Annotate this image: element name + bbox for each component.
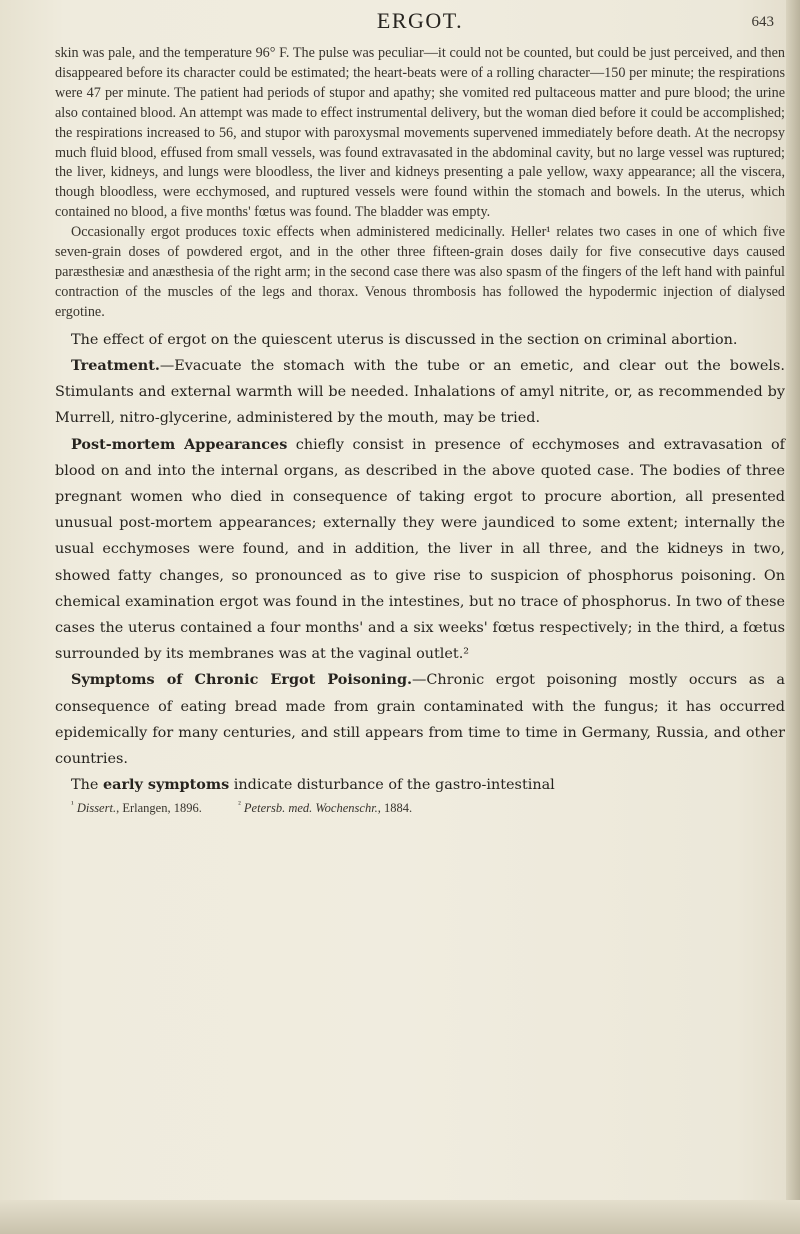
chronic-text: —Chronic ergot poisoning mostly occurs as a consequence of eating bread made from grain contaminated with the fungus; it has occurred epidemically for many centuries, and still appears from time to time in Germany, Russia, and other countries. (55, 672, 785, 767)
treatment-text: —Evacuate the stomach with the tube or an emetic, and clear out the bowels. Stimulants and external warmth will be needed. Inhalations of amyl nitrite, or, as recommended by Murrell, nitro-glycerine, administered by the mouth, may be tried. (55, 357, 785, 427)
page-number: 643 (751, 14, 774, 30)
footnote-source: Petersb. med. Wochenschr. (243, 801, 378, 816)
quiescent-uterus-paragraph: The effect of ergot on the quiescent uterus is discussed in the section on criminal abortion. (71, 331, 738, 348)
page-bottom-edge (0, 1200, 800, 1234)
early-heading: early symptoms (102, 776, 230, 794)
footnote-rest: , 1884. (377, 801, 413, 816)
chronic-heading: Symptoms of Chronic Ergot Poisoning. (71, 671, 413, 689)
treatment-heading: Treatment. (71, 356, 160, 374)
page-body (55, 44, 785, 816)
postmortem-paragraph (55, 432, 785, 668)
footnote-1 (71, 801, 202, 815)
page-edge-shadow (786, 0, 800, 1234)
early-text: indicate disturbance of the gastro-intestinal (229, 777, 555, 794)
case-report-paragraph: skin was pale, and the temperature 96° F. The pulse was peculiar—it could not be counted, but could be just perceived, and then disappeared before its character could be estimated; the heart-beats were of a rolling character—150 per minute; the respirations were 47 per minute. The patient had periods of stupor and apathy; she vomited red pultaceous matter and pure blood; the urine also contained blood. An attempt was made to effect instrumental delivery, but the woman died before it could be accomplished; the respirations increased to 56, and stupor with paroxysmal movements supervened immediately before death. At the necropsy much fluid blood, effused from small vessels, was found extravasated in the abdominal cavity, but no large vessel was ruptured; the liver, kidneys, and lungs were bloodless, the liver and kidneys presenting a pale yellow, waxy appearance; all the viscera, though bloodless, were ecchymosed, and ruptured vessels were found within the stomach and bowels. In the uterus, which contained no blood, a five months' fœtus was found. The bladder was empty. (55, 45, 785, 221)
medicinal-toxicity-paragraph: Occasionally ergot produces toxic effects when administered medicinally. Heller¹ relates two cases in one of which five seven-grain doses of powdered ergot, and in the other three fifteen-grain doses daily for five consecutive days caused paræsthesiæ and anæsthesia of the right arm; in the second case there was also spasm of the fingers of the left hand with painful contraction of the muscles of the legs and thorax. Venous thrombosis has followed the hypodermic injection of dialysed ergotine. (55, 224, 785, 320)
early-symptoms-paragraph (55, 772, 785, 798)
footnote-source: Dissert. (76, 801, 117, 816)
postmortem-heading: Post-mortem Appearances (71, 435, 288, 453)
running-head: ERGOT. (376, 8, 464, 33)
postmortem-text: chiefly consist in presence of ecchymoses and extravasation of blood on and into the internal organs, as described in the above quoted case. The bodies of three pregnant women who died in consequence of taking ergot to procure abortion, all presented unusual post-mortem appearances; externally they were jaundiced to some extent; internally the usual ecchymoses were found, and in addition, the liver in all three, and the kidneys in two, showed fatty changes, so pronounced as to give rise to suspicion of phosphorus poisoning. On chemical examination ergot was found in the intestines, but no trace of phosphorus. In two of these cases the uterus contained a four months' and a six weeks' fœtus respectively; in the third, a fœtus surrounded by its membranes was at the vaginal outlet.² (55, 436, 785, 663)
footnotes (55, 800, 785, 816)
footnote-mark: ¹ (71, 799, 74, 810)
chronic-poisoning-paragraph (55, 667, 785, 772)
page-header (60, 6, 780, 42)
footnote-rest: , Erlangen, 1896. (116, 801, 202, 816)
footnote-2 (238, 801, 412, 815)
early-prefix: The (71, 777, 103, 794)
footnote-mark: ² (238, 799, 241, 810)
treatment-paragraph (55, 353, 785, 432)
